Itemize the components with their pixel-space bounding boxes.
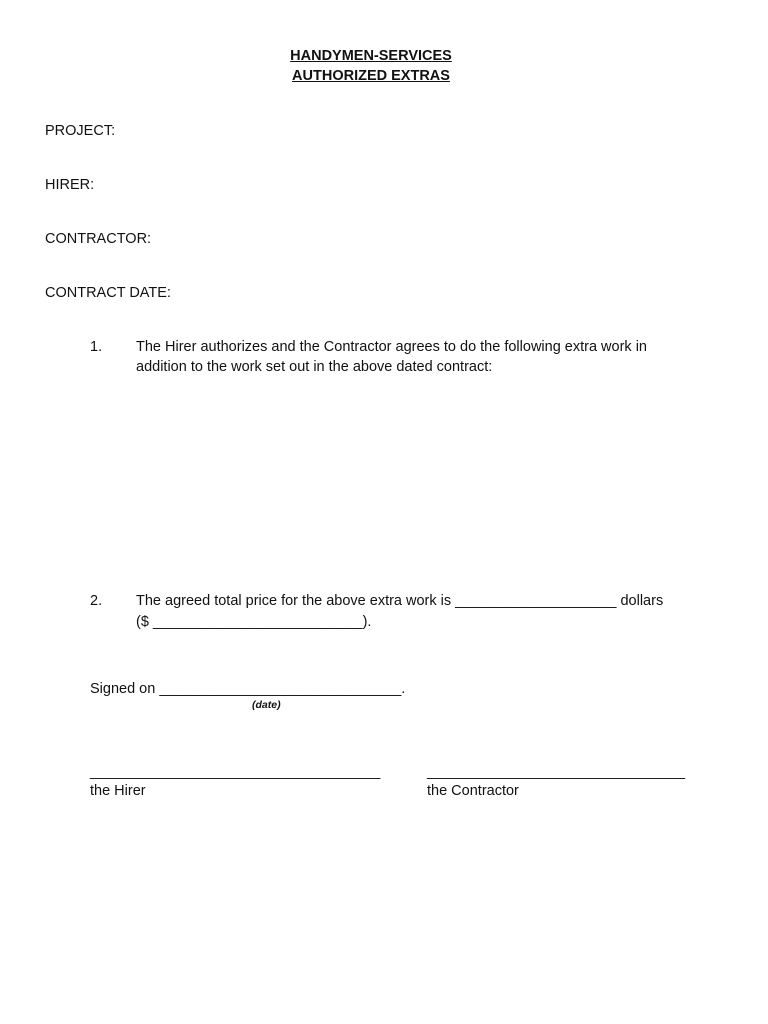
- clause-2-line2: ($ __________________________).: [136, 614, 372, 630]
- contractor-label: CONTRACTOR:: [45, 231, 152, 247]
- clause-2-line1: The agreed total price for the above extra work is ____________________ dollars: [136, 593, 664, 609]
- signed-on-line: Signed on ______________________________.: [90, 681, 406, 697]
- document-title-line1: HANDYMEN-SERVICES: [290, 48, 452, 64]
- document-title-line2: AUTHORIZED EXTRAS: [292, 68, 450, 84]
- project-label: PROJECT:: [45, 123, 116, 139]
- clause-1-line2: addition to the work set out in the above dated contract:: [136, 359, 493, 375]
- contractor-signature-label: the Contractor: [427, 783, 519, 799]
- contract-date-label: CONTRACT DATE:: [45, 285, 171, 301]
- clause-1-number: 1.: [90, 339, 103, 355]
- clause-1-line1: The Hirer authorizes and the Contractor agrees to do the following extra work in: [136, 339, 647, 355]
- hirer-label: HIRER:: [45, 177, 95, 193]
- contractor-signature-line: ________________________________: [427, 764, 686, 780]
- hirer-signature-label: the Hirer: [90, 783, 146, 799]
- clause-2-number: 2.: [90, 593, 103, 609]
- hirer-signature-line: ____________________________________: [90, 764, 381, 780]
- date-caption: (date): [252, 699, 281, 711]
